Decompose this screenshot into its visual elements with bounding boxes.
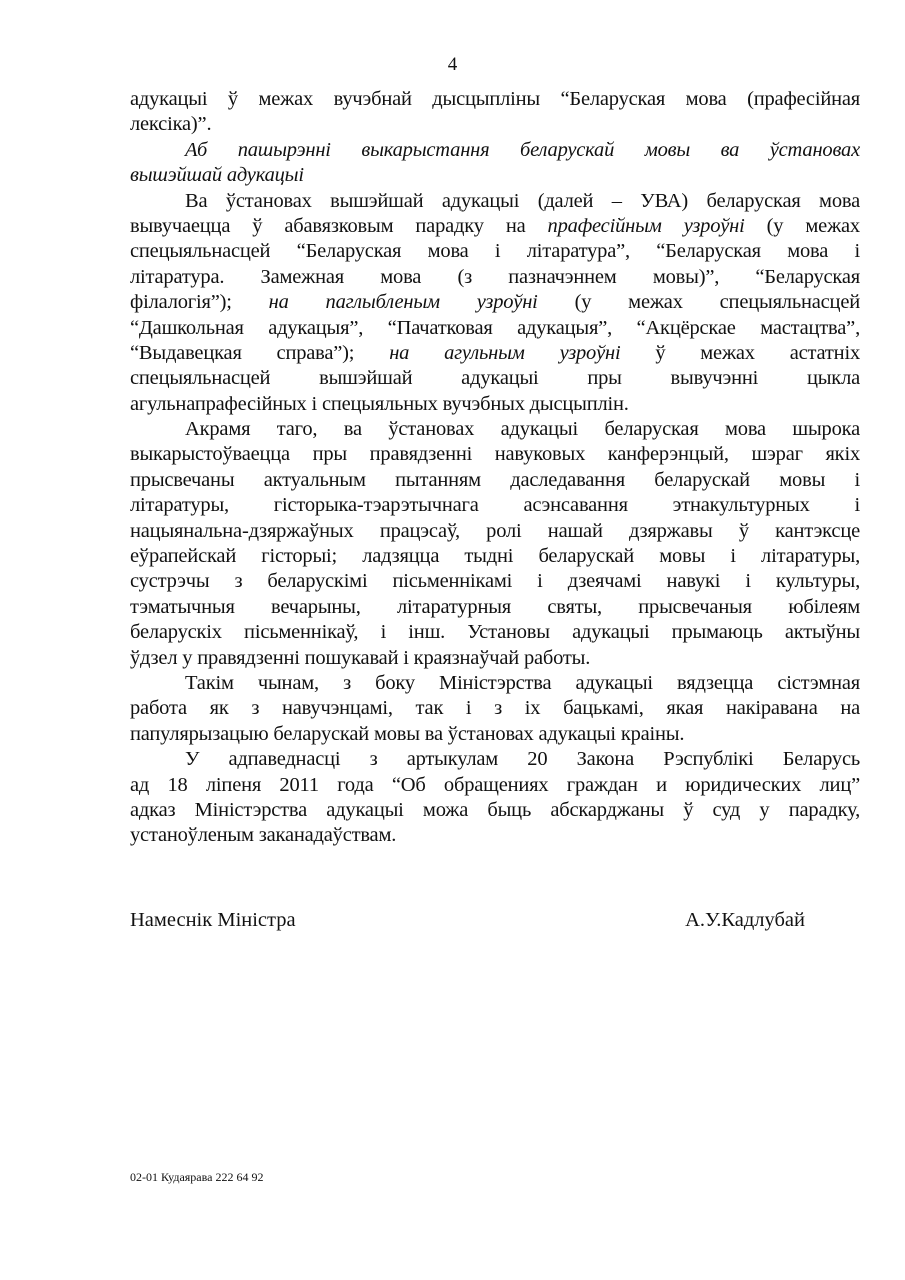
footer-contact: 02-01 Кудаярава 222 64 92 xyxy=(130,1170,264,1184)
text-segment: папулярызацыю беларускай мовы ва ўстановах адукацыі краіны. xyxy=(130,722,685,745)
text-segment: лексіка)”. xyxy=(130,113,212,136)
italic-text: на агульным узроўні xyxy=(389,341,621,364)
signature-block xyxy=(130,909,805,932)
italic-text: вышэйшай адукацыі xyxy=(130,164,304,187)
text-segment: спецыяльнасцей “Беларуская мова і літаратура”, “Беларуская мова і xyxy=(130,240,860,263)
italic-text: на паглыбленым узроўні xyxy=(268,291,538,314)
text-segment: прысвечаны актуальным пытанням даследавання беларускай мовы і xyxy=(130,468,860,491)
text-line xyxy=(130,265,860,290)
document-body xyxy=(130,87,860,849)
text-segment: сустрэчы з беларускімі пісьменнікамі і дзеячамі навукі і культуры, xyxy=(130,570,860,593)
text-line xyxy=(130,417,860,442)
text-segment: устаноўленым заканадаўствам. xyxy=(130,824,397,847)
text-line xyxy=(130,569,860,594)
text-line xyxy=(130,696,860,721)
text-segment: беларускіх пісьменнікаў, і інш. Установы адукацыі прымаюць актыўны xyxy=(130,621,860,644)
text-segment: работа як з навучэнцамі, так і з іх бацькамі, якая накіравана на xyxy=(130,697,860,720)
paragraph xyxy=(130,417,860,671)
text-line xyxy=(130,87,860,112)
italic-text: Аб пашырэнні выкарыстання беларускай мовы ва ўстановах xyxy=(185,138,860,161)
text-segment: “Выдавецкая справа”); xyxy=(130,341,390,364)
text-segment: “Дашкольная адукацыя”, “Пачатковая адукацыя”, “Акцёрскае мастацтва”, xyxy=(130,316,860,339)
text-line xyxy=(130,392,860,417)
text-segment: спецыяльнасцей вышэйшай адукацыі пры вывучэнні цыкла xyxy=(130,367,860,390)
text-line xyxy=(130,239,860,264)
text-segment: У адпаведнасці з артыкулам 20 Закона Рэспублікі Беларусь xyxy=(185,748,860,771)
text-line xyxy=(130,671,860,696)
text-line xyxy=(130,163,860,188)
page-number: 4 xyxy=(447,54,458,75)
text-segment: ўдзел у правядзенні пошукавай і краязнаўчай работы. xyxy=(130,646,591,669)
text-segment: выкарыстоўваецца пры правядзенні навуковых канферэнцый, шэраг якіх xyxy=(130,443,860,466)
text-segment: вывучаецца ў абавязковым парадку на xyxy=(130,214,548,237)
signatory-position: Намеснік Міністра xyxy=(130,909,296,931)
text-line xyxy=(130,519,860,544)
text-line xyxy=(130,595,860,620)
signatory-name: А.У.Кадлубай xyxy=(685,909,805,931)
text-line xyxy=(130,366,860,391)
text-line xyxy=(130,493,860,518)
text-segment: літаратура. Замежная мова (з пазначэннем мовы)”, “Беларуская xyxy=(130,265,860,288)
text-segment: Такім чынам, з боку Міністэрства адукацыі вядзецца сістэмная xyxy=(185,671,860,694)
text-segment: Ва ўстановах вышэйшай адукацыі (далей – УВА) беларуская мова xyxy=(185,189,860,212)
italic-text: прафесійным узроўні xyxy=(547,214,745,237)
text-line xyxy=(130,189,860,214)
text-line xyxy=(130,316,860,341)
text-segment: ад 18 ліпеня 2011 года “Об обращениях граждан и юридических лиц” xyxy=(130,773,860,796)
text-line xyxy=(130,722,860,747)
text-line xyxy=(130,646,860,671)
paragraph xyxy=(130,189,860,418)
text-segment: (у межах xyxy=(744,214,860,237)
text-line xyxy=(130,468,860,493)
paragraph xyxy=(130,87,860,138)
text-segment: філалогія”); xyxy=(130,291,269,314)
text-line xyxy=(130,442,860,467)
text-line xyxy=(130,112,860,137)
text-line xyxy=(130,620,860,645)
text-line xyxy=(130,341,860,366)
text-segment: Акрамя таго, ва ўстановах адукацыі беларуская мова шырока xyxy=(185,418,860,441)
text-segment: адказ Міністэрства адукацыі можа быць абскарджаны ў суд у парадку, xyxy=(130,798,860,821)
text-segment: ў межах астатніх xyxy=(620,341,860,364)
paragraph xyxy=(130,138,860,189)
text-line xyxy=(130,214,860,239)
text-segment: літаратуры, гісторыка-тэарэтычнага асэнсавання этнакультурных і xyxy=(130,494,860,517)
text-segment: нацыянальна-дзяржаўных працэсаў, ролі нашай дзяржавы ў кантэксце xyxy=(130,519,860,542)
text-segment: тэматычныя вечарыны, літаратурныя святы, прысвечаныя юбілеям xyxy=(130,595,860,618)
text-segment: агульнапрафесійных і спецыяльных вучэбных дысцыплін. xyxy=(130,392,629,415)
text-line xyxy=(130,798,860,823)
text-line xyxy=(130,138,860,163)
text-line xyxy=(130,747,860,772)
paragraph xyxy=(130,671,860,747)
paragraph xyxy=(130,747,860,849)
text-segment: еўрапейскай гісторыі; ладзяцца тыдні беларускай мовы і літаратуры, xyxy=(130,545,860,568)
text-segment: адукацыі ў межах вучэбнай дысцыпліны “Беларуская мова (прафесійная xyxy=(130,88,860,110)
text-line xyxy=(130,544,860,569)
text-line xyxy=(130,773,860,798)
text-line xyxy=(130,823,860,848)
text-segment: (у межах спецыяльнасцей xyxy=(537,291,860,314)
text-line xyxy=(130,290,860,315)
